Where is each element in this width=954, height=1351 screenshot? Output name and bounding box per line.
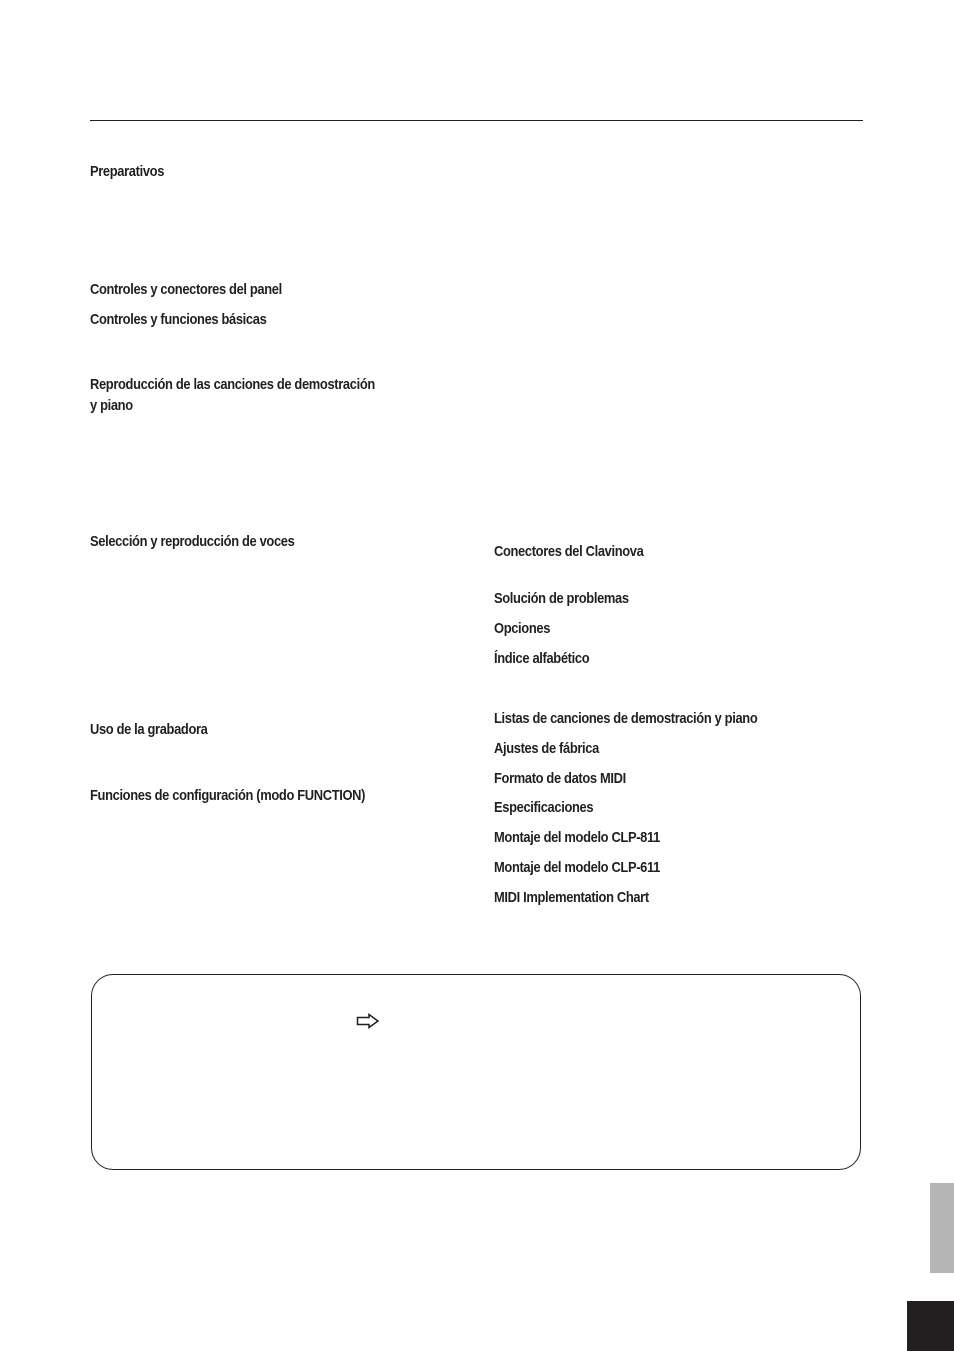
header-rule: [90, 120, 863, 121]
toc-entry-listas-canciones[interactable]: Listas de canciones de demostración y piano: [494, 710, 758, 727]
toc-entry-ajustes-fabrica[interactable]: Ajustes de fábrica: [494, 740, 599, 757]
toc-entry-reproduccion-demostracion[interactable]: Reproducción de las canciones de demostración y piano: [90, 376, 375, 414]
page-number-block: [907, 1301, 954, 1351]
toc-entry-especificaciones[interactable]: Especificaciones: [494, 799, 594, 816]
toc-entry-midi-implementation-chart[interactable]: MIDI Implementation Chart: [494, 889, 649, 906]
toc-entry-formato-midi[interactable]: Formato de datos MIDI: [494, 770, 626, 787]
section-side-tab: [930, 1183, 954, 1273]
toc-entry-preparativos[interactable]: Preparativos: [90, 163, 165, 180]
toc-entry-seleccion-voces[interactable]: Selección y reproducción de voces: [90, 533, 295, 550]
note-box: [91, 974, 861, 1170]
toc-entry-grabadora[interactable]: Uso de la grabadora: [90, 721, 208, 738]
toc-entry-montaje-clp-611[interactable]: Montaje del modelo CLP-611: [494, 859, 660, 876]
toc-entry-montaje-clp-811[interactable]: Montaje del modelo CLP-811: [494, 829, 660, 846]
toc-entry-controles-funciones[interactable]: Controles y funciones básicas: [90, 311, 267, 328]
toc-entry-funciones-configuracion[interactable]: Funciones de configuración (modo FUNCTION): [90, 787, 366, 804]
toc-entry-controles-conectores[interactable]: Controles y conectores del panel: [90, 281, 282, 298]
toc-entry-solucion-problemas[interactable]: Solución de problemas: [494, 590, 629, 607]
toc-entry-conectores-clavinova[interactable]: Conectores del Clavinova: [494, 543, 644, 560]
toc-entry-opciones[interactable]: Opciones: [494, 620, 551, 637]
toc-entry-indice-alfabetico[interactable]: Índice alfabético: [494, 650, 590, 667]
outline-arrow-right-icon: [356, 1013, 380, 1029]
